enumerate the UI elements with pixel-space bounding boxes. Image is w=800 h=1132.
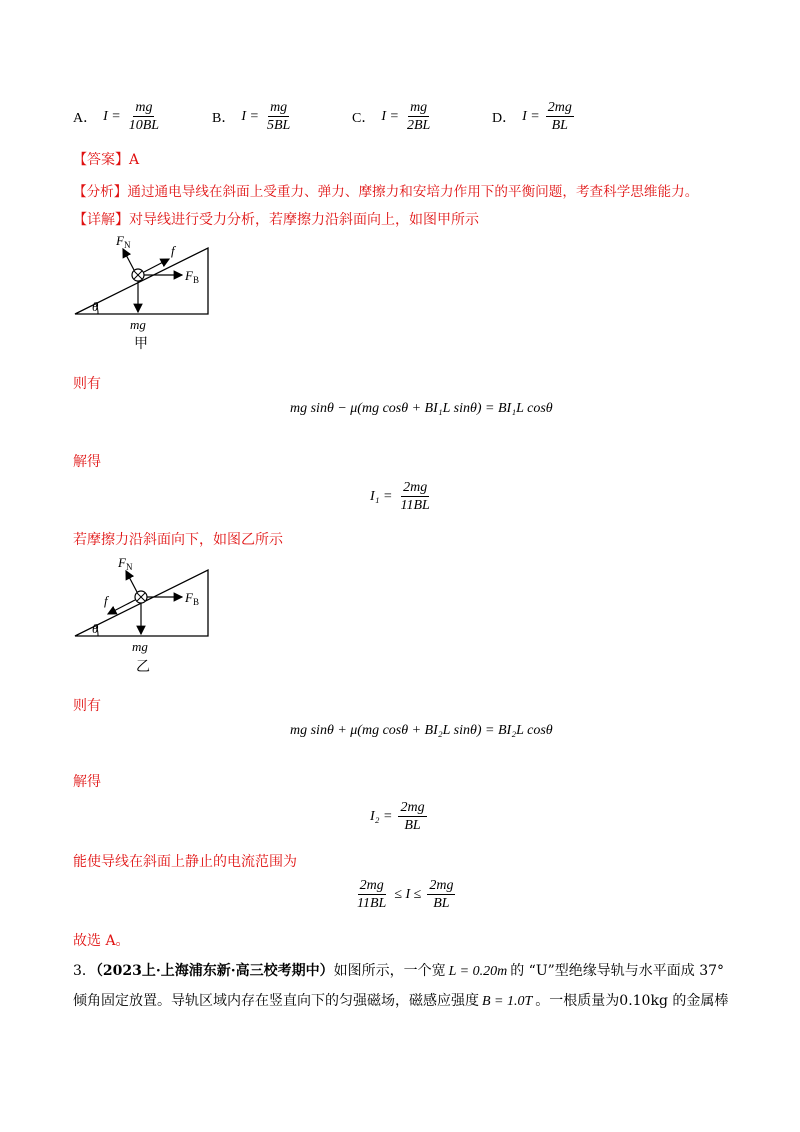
numerator: 2mg [546, 100, 574, 117]
numerator: 2mg [398, 800, 426, 817]
solve-line-1: 解得 [73, 454, 101, 470]
fn-arrow [123, 249, 134, 270]
question-3-line-1 [73, 960, 724, 980]
option-fraction [265, 100, 292, 134]
friction-label: f [104, 593, 108, 608]
range-text-line: 能使导线在斜面上静止的电流范围为 [73, 854, 297, 870]
field-value: B = 1.0T [482, 994, 533, 1009]
fn-label: $F_N$ [116, 233, 131, 250]
option-letter: B． [212, 110, 236, 126]
friction-arrow [144, 259, 169, 272]
width-value: L = 0.20m [448, 964, 508, 979]
analysis-line: 【分析】通过通电导线在斜面上受重力、弹力、摩擦力和安培力作用下的平衡问题，考查科学思维能力。 [73, 184, 699, 200]
fb-label: $F_B$ [185, 590, 199, 607]
numerator: mg [268, 100, 289, 117]
figure-caption: 乙 [136, 660, 150, 675]
fb-label: $F_B$ [185, 268, 199, 285]
answer-line: 【答案】A [73, 152, 140, 168]
option-d [492, 100, 574, 134]
question-text: 的 “U”型绝缘导轨与水平面成 37° [510, 963, 725, 979]
figure-yi [68, 550, 228, 680]
result-2 [370, 800, 427, 834]
fn-label: $F_N$ [118, 555, 133, 572]
question-text: 如图所示，一个宽 [333, 963, 446, 979]
figure-caption: 甲 [134, 337, 148, 352]
denominator: BL [551, 118, 568, 134]
numerator: mg [133, 100, 154, 117]
question-number: 3． [73, 963, 96, 979]
option-fraction [127, 100, 161, 134]
denominator: BL [404, 818, 421, 834]
denominator: 11BL [400, 498, 430, 514]
denominator: BL [433, 896, 450, 912]
friction-arrow [108, 600, 135, 614]
option-lhs: I = [522, 108, 540, 124]
option-a [73, 100, 161, 134]
question-source: （2023上·上海浦东新·高三校考期中） [95, 963, 334, 979]
range-expression [355, 878, 455, 912]
then-line-1: 则有 [73, 376, 101, 392]
option-c [352, 100, 432, 134]
denominator: 11BL [357, 896, 387, 912]
mg-label: mg [130, 317, 146, 332]
option-letter: C． [352, 110, 376, 126]
range-middle: ≤ I ≤ [394, 886, 422, 902]
question-text: 倾角固定放置。导轨区域内存在竖直向下的匀强磁场，磁感应强度 [73, 993, 479, 1009]
choose-line: 故选 A。 [73, 933, 130, 949]
numerator: 2mg [358, 878, 386, 895]
friction-label: f [171, 243, 175, 258]
mg-label: mg [132, 639, 148, 654]
range-upper-fraction [427, 878, 455, 912]
option-letter: A． [73, 110, 98, 126]
question-3-line-2 [73, 990, 728, 1010]
option-lhs: I = [381, 108, 399, 124]
option-b [212, 100, 292, 134]
equation-1: mg sinθ − μ(mg cosθ + BI₁L sinθ) = BI₁L cosθ [290, 401, 553, 416]
then-line-2: 则有 [73, 698, 101, 714]
detail-line: 【详解】对导线进行受力分析，若摩擦力沿斜面向上，如图甲所示 [73, 212, 479, 228]
option-fraction [405, 100, 432, 134]
denominator: 2BL [406, 118, 431, 134]
option-lhs: I = [241, 108, 259, 124]
case-2-line: 若摩擦力沿斜面向下，如图乙所示 [73, 532, 283, 548]
solve-line-2: 解得 [73, 774, 101, 790]
denominator: 5BL [266, 118, 291, 134]
theta-label: θ [92, 621, 99, 636]
option-lhs: I = [103, 108, 121, 124]
denominator: 10BL [128, 118, 160, 134]
result-1 [370, 480, 432, 514]
result-fraction [398, 800, 426, 834]
option-fraction [546, 100, 574, 134]
numerator: 2mg [427, 878, 455, 895]
equation-2: mg sinθ + μ(mg cosθ + BI₂L sinθ) = BI₂L cosθ [290, 723, 553, 738]
result-fraction [398, 480, 431, 514]
numerator: mg [408, 100, 429, 117]
option-letter: D． [492, 110, 517, 126]
result-lhs: I₁ = [370, 488, 393, 504]
numerator: 2mg [401, 480, 429, 497]
range-lower-fraction [355, 878, 388, 912]
question-text: 。一根质量为0.10kg 的金属棒 [535, 993, 729, 1009]
result-lhs: I₂ = [370, 808, 393, 824]
fn-arrow [126, 571, 137, 592]
theta-label: θ [92, 299, 99, 314]
figure-jia [68, 228, 228, 356]
